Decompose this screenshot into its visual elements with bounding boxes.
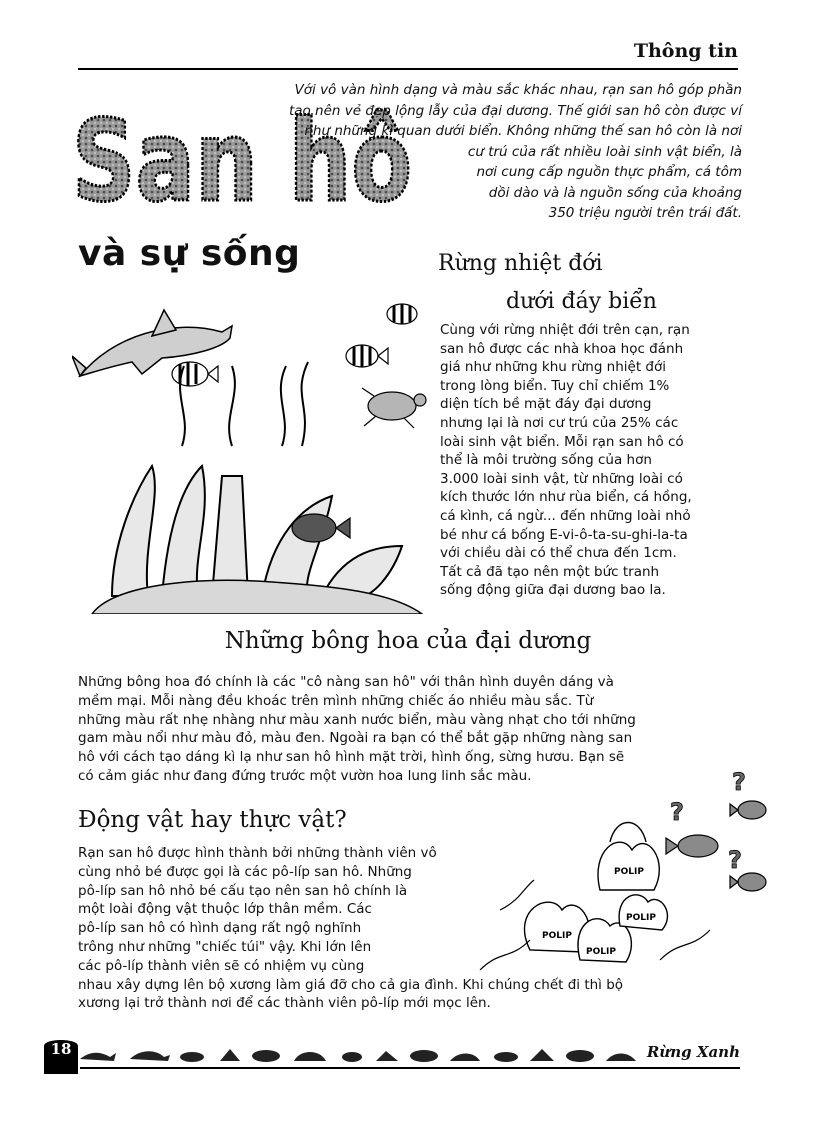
text-line: những màu rất nhẹ nhàng như màu xanh nước biển, màu vàng nhạt cho tới những — [78, 711, 636, 728]
intro-line: nơi cung cấp nguồn thực phẩm, cá tôm — [476, 164, 742, 180]
page-number: 18 — [50, 1040, 72, 1058]
heading-animal-or-plant: Động vật hay thực vật? — [78, 807, 347, 833]
coral-icon — [112, 466, 402, 596]
text-line: trông như những "chiếc túi" vậy. Khi lớn lên — [78, 938, 372, 955]
text-line: kích thước lớn như rùa biển, cá hồng, — [440, 489, 692, 506]
question-mark-icon — [670, 770, 746, 874]
text-line: Những bông hoa đó chính là các "cô nàng san hô" với thân hình duyên dáng và — [78, 674, 614, 690]
heading-rainforest-line2: dưới đáy biển — [506, 289, 657, 314]
polip-label: POLIP — [586, 947, 616, 957]
svg-text:?: ? — [728, 846, 742, 874]
section-label: Thông tin — [633, 40, 738, 62]
text-line: trong lòng biển. Tuy chỉ chiếm 1% — [440, 377, 670, 394]
coral-reef-illustration — [72, 296, 432, 614]
text-line: san hô được các nhà khoa học đánh — [440, 340, 684, 357]
turtle-icon — [362, 388, 426, 428]
text-line: các pô-líp thành viên sẽ có nhiệm vụ cùng — [78, 957, 365, 974]
text-line: gam màu nổi như màu đỏ, màu đen. Ngoài ra bạn có thể bắt gặp những nàng san — [78, 730, 633, 747]
intro-line: Với vô vàn hình dạng và màu sắc khác nhau, rạn san hô góp phần — [294, 82, 742, 98]
text-line: loài sinh vật biển. Mỗi rạn san hô có — [440, 433, 684, 450]
title-main-text: San hô — [72, 97, 412, 227]
heading-rainforest — [438, 245, 738, 321]
striped-fish-icon — [172, 362, 218, 386]
heading-ocean-flowers: Những bông hoa của đại dương — [224, 628, 592, 654]
text-line: Tất cả đã tạo nên một bức tranh — [440, 563, 660, 580]
intro-line: tạo nên vẻ đẹp lộng lẫy của đại dương. Thế giới san hô còn được ví — [288, 102, 742, 119]
intro-line: cư trú của rất nhiều loài sinh vật biển, là — [467, 143, 742, 160]
text-line: pô-líp san hô nhỏ bé cấu tạo nên san hô chính là — [78, 882, 408, 899]
text-line: 3.000 loài sinh vật, từ những loài có — [440, 470, 683, 487]
text-line: giá như những khu rừng nhiệt đới — [440, 359, 667, 376]
text-line: Cùng với rừng nhiệt đới trên cạn, rạn — [440, 322, 690, 338]
text-line: cá kình, cá ngừ... đến những loài nhỏ — [440, 507, 691, 524]
heading-rainforest-line1: Rừng nhiệt đới — [438, 251, 603, 276]
intro-line: 350 triệu người trên trái đất. — [548, 205, 742, 221]
text-line: nhưng lại là nơi cư trú của 25% các — [440, 414, 679, 431]
text-line: thể là môi trường sống của hơn — [440, 452, 652, 469]
reef-fish-icon — [292, 514, 350, 542]
footer-rule — [80, 1067, 740, 1069]
fish-icon — [730, 801, 766, 819]
intro-line: như những kì quan dưới biển. Không những thế san hô còn là nơi — [304, 123, 742, 139]
fish-icon — [666, 835, 718, 857]
text-line: nhau xây dựng lên bộ xương làm giá đỡ cho cả gia đình. Khi chúng chết đi thì bộ — [78, 976, 624, 993]
footer-brand: Rừng Xanh — [646, 1043, 740, 1061]
header-rule — [78, 68, 738, 70]
text-line: pô-líp san hô có hình dạng rất ngộ nghĩnh — [78, 920, 362, 937]
text-line: diện tích bề mặt đáy đại dương — [440, 396, 652, 413]
intro-paragraph — [196, 80, 742, 224]
polip-label: POLIP — [626, 913, 656, 923]
text-line: bé như cá bống E-vi-ô-ta-su-ghi-la-ta — [440, 526, 688, 543]
striped-fish-icon — [387, 304, 417, 324]
text-line: Rạn san hô được hình thành bởi những thành viên vô — [78, 845, 437, 861]
title-subtitle: và sự sống — [78, 233, 301, 274]
text-line: sống động giữa đại dương bao la. — [440, 582, 666, 599]
fish-icon — [730, 873, 766, 891]
polyp-illustration — [470, 770, 770, 980]
striped-fish-icon — [346, 345, 388, 367]
polip-label: POLIP — [542, 931, 572, 941]
text-line: có cảm giác như đang đứng trước một vườn hoa lung linh sắc màu. — [78, 767, 532, 784]
ocean-flowers-paragraph — [78, 673, 738, 786]
text-line: với chiều dài có thể chưa đến 1cm. — [440, 545, 677, 562]
text-line: xương lại trở thành nơi để các thành viên pô-líp mới mọc lên. — [78, 995, 491, 1012]
shark-icon — [72, 310, 232, 376]
text-line: cùng nhỏ bé được gọi là các pô-líp san hô. Những — [78, 863, 412, 880]
intro-line: dồi dào và là nguồn sống của khoảng — [488, 184, 742, 201]
polip-bag-icon — [598, 823, 659, 891]
rainforest-paragraph — [440, 321, 740, 600]
svg-text:?: ? — [732, 770, 746, 796]
text-line: mềm mại. Mỗi nàng đều khoác trên mình những chiếc áo nhiều màu sắc. Từ — [78, 692, 594, 709]
polip-label: POLIP — [614, 867, 644, 877]
text-line: hô với cách tạo dáng kì lạ như san hô hình mặt trời, hình ống, sừng hươu. Bạn sẽ — [78, 749, 625, 766]
text-line: một loài động vật thuộc lớp thân mềm. Các — [78, 901, 372, 918]
svg-text:?: ? — [670, 798, 684, 826]
animal-silhouettes-icon — [80, 1049, 636, 1062]
animal-silhouette-band — [80, 1045, 640, 1065]
